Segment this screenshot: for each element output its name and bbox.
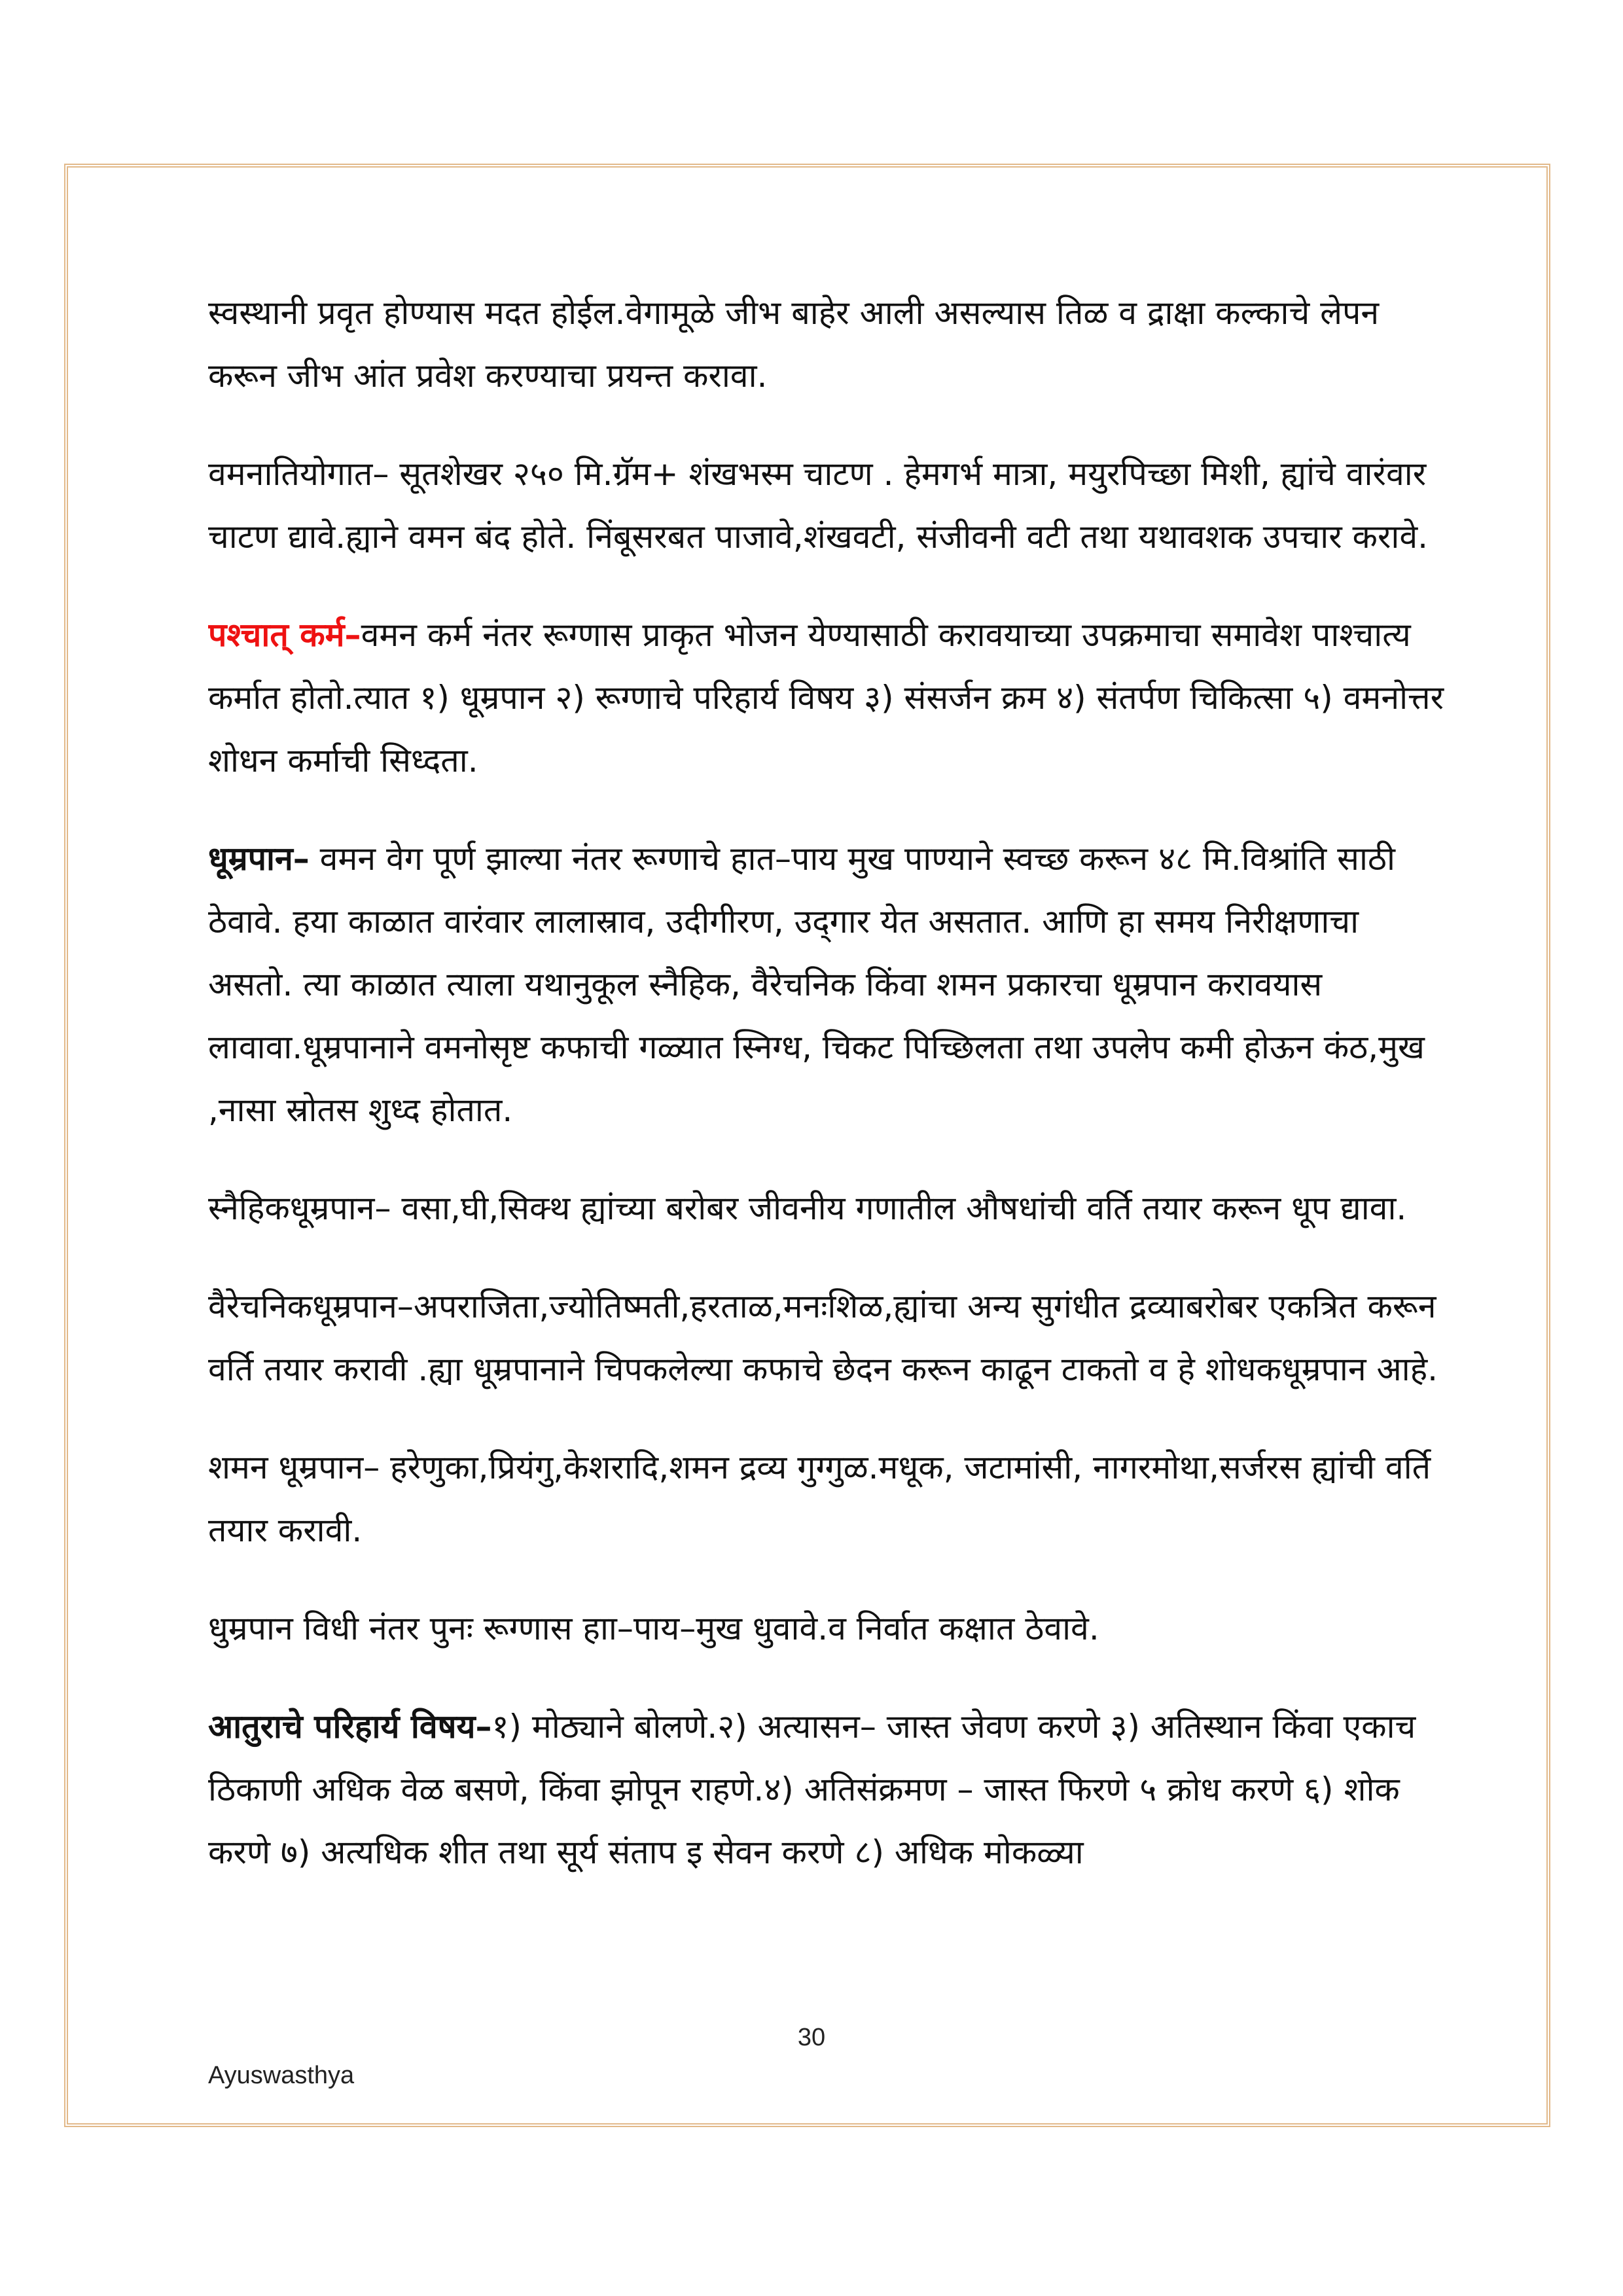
- paragraph-text: वैरेचनिकधूम्रपान–अपराजिता,ज्योतिष्मती,हरताळ,मनःशिळ,ह्यांचा अन्य सुगंधीत द्रव्याबरोबर एकत्रित करून वर्ति तयार करावी .ह्या धूम्रपानाने चिपकलेल्या कफाचे छेदन करून काढून टाकतो व हे शोधकधूम्रपान आहे.: [208, 1287, 1438, 1388]
- paragraph: [208, 442, 1452, 568]
- paragraph-text: वमन वेग पूर्ण झाल्या नंतर रूग्णाचे हात–पाय मुख पाण्याने स्वच्छ करून ४८ मि.विश्रांति साठी ठेवावे. हया काळात वारंवार लालास्राव, उदीगीरण, उद्‌गार येत असतात. आणि हा समय निरीक्षणाचा असतो. त्या काळात त्याला यथानुकूल स्नैहिक, वैरेचनिक किंवा शमन प्रकारचा धूम्रपान करावयास लावावा.धूम्रपानाने वमनोसृष्ट कफाची गळ्यात स्निग्ध, चिकट पिच्छिलता तथा उपलेप कमी होऊन कंठ,मुख ,नासा स्रोतस शुध्द होतात.: [208, 840, 1425, 1129]
- paragraph-text: १) मोठ्याने बोलणे.२) अत्यासन– जास्त जेवण करणे ३) अतिस्थान किंवा एकाच ठिकाणी अधिक वेळ बसणे, किंवा झोपून राहणे.४) अतिसंक्रमण – जास्त फिरणे ५ क्रोध करणे ६) शोक करणे ७) अत्यधिक शीत तथा सूर्य संताप इ सेवन करणे ८) अधिक मोकळ्या: [208, 1708, 1416, 1871]
- paragraph-text: धुम्रपान विधी नंतर पुनः रूग्णास हाा–पाय–मुख धुवावे.व निर्वात कक्षात ठेवावे.: [208, 1609, 1099, 1647]
- document-body: [208, 281, 1452, 2036]
- paragraph: [208, 603, 1452, 792]
- paragraph: [208, 827, 1452, 1141]
- paragraph: [208, 1695, 1452, 1884]
- footer-text: Ayuswasthya: [208, 2062, 355, 2089]
- paragraph-text: स्वस्थानी प्रवृत होण्यास मदत होईल.वेगामूळे जीभ बाहेर आली असल्यास तिळ व द्राक्षा कल्काचे लेपन करून जीभ आंत प्रवेश करण्याचा प्रयन्त करावा.: [208, 294, 1380, 395]
- paragraph-text: स्नैहिकधूम्रपान– वसा,घी,सिक्थ ह्यांच्या बरोबर जीवनीय गणातील औषधांची वर्ति तयार करून धूप द्यावा.: [208, 1189, 1407, 1227]
- section-heading: पश्चात् कर्म–: [208, 616, 361, 654]
- paragraph-text: वमन कर्म नंतर रूग्णास प्राकृत भोजन येण्यासाठी करावयाच्या उपक्रमाचा समावेश पाश्चात्य कर्मात होतो.त्यात १) धूम्रपान २) रूग्णाचे परिहार्य विषय ३) संसर्जन क्रम ४) संतर्पण चिकित्सा ५) वमनोत्तर शोधन कर्माची सिध्दता.: [208, 616, 1444, 780]
- section-heading: आतुराचे परिहार्य विषय–: [208, 1708, 492, 1746]
- paragraph: [208, 1436, 1452, 1562]
- paragraph-text: वमनातियोगात– सूतशेखर २५० मि.ग्रॅम+ शंखभस्म चाटण . हेमगर्भ मात्रा, मयुरपिच्छा मिशी, ह्यांचे वारंवार चाटण द्यावे.ह्याने वमन बंद होते. निंबूसरबत पाजावे,शंखवटी, संजीवनी वटी तथा यथावशक उपचार करावे.: [208, 455, 1429, 556]
- paragraph: [208, 1597, 1452, 1660]
- paragraph: [208, 1177, 1452, 1240]
- paragraph: [208, 281, 1452, 407]
- paragraph-text: शमन धूम्रपान– हरेणुका,प्रियंगु,केशरादि,शमन द्रव्य गुग्गुळ.मधूक, जटामांसी, नागरमोथा,सर्जरस ह्यांची वर्ति तयार करावी.: [208, 1448, 1431, 1549]
- page-number: 30: [797, 2024, 826, 2051]
- paragraph: [208, 1275, 1452, 1401]
- section-heading: धूम्रपान–: [208, 840, 310, 878]
